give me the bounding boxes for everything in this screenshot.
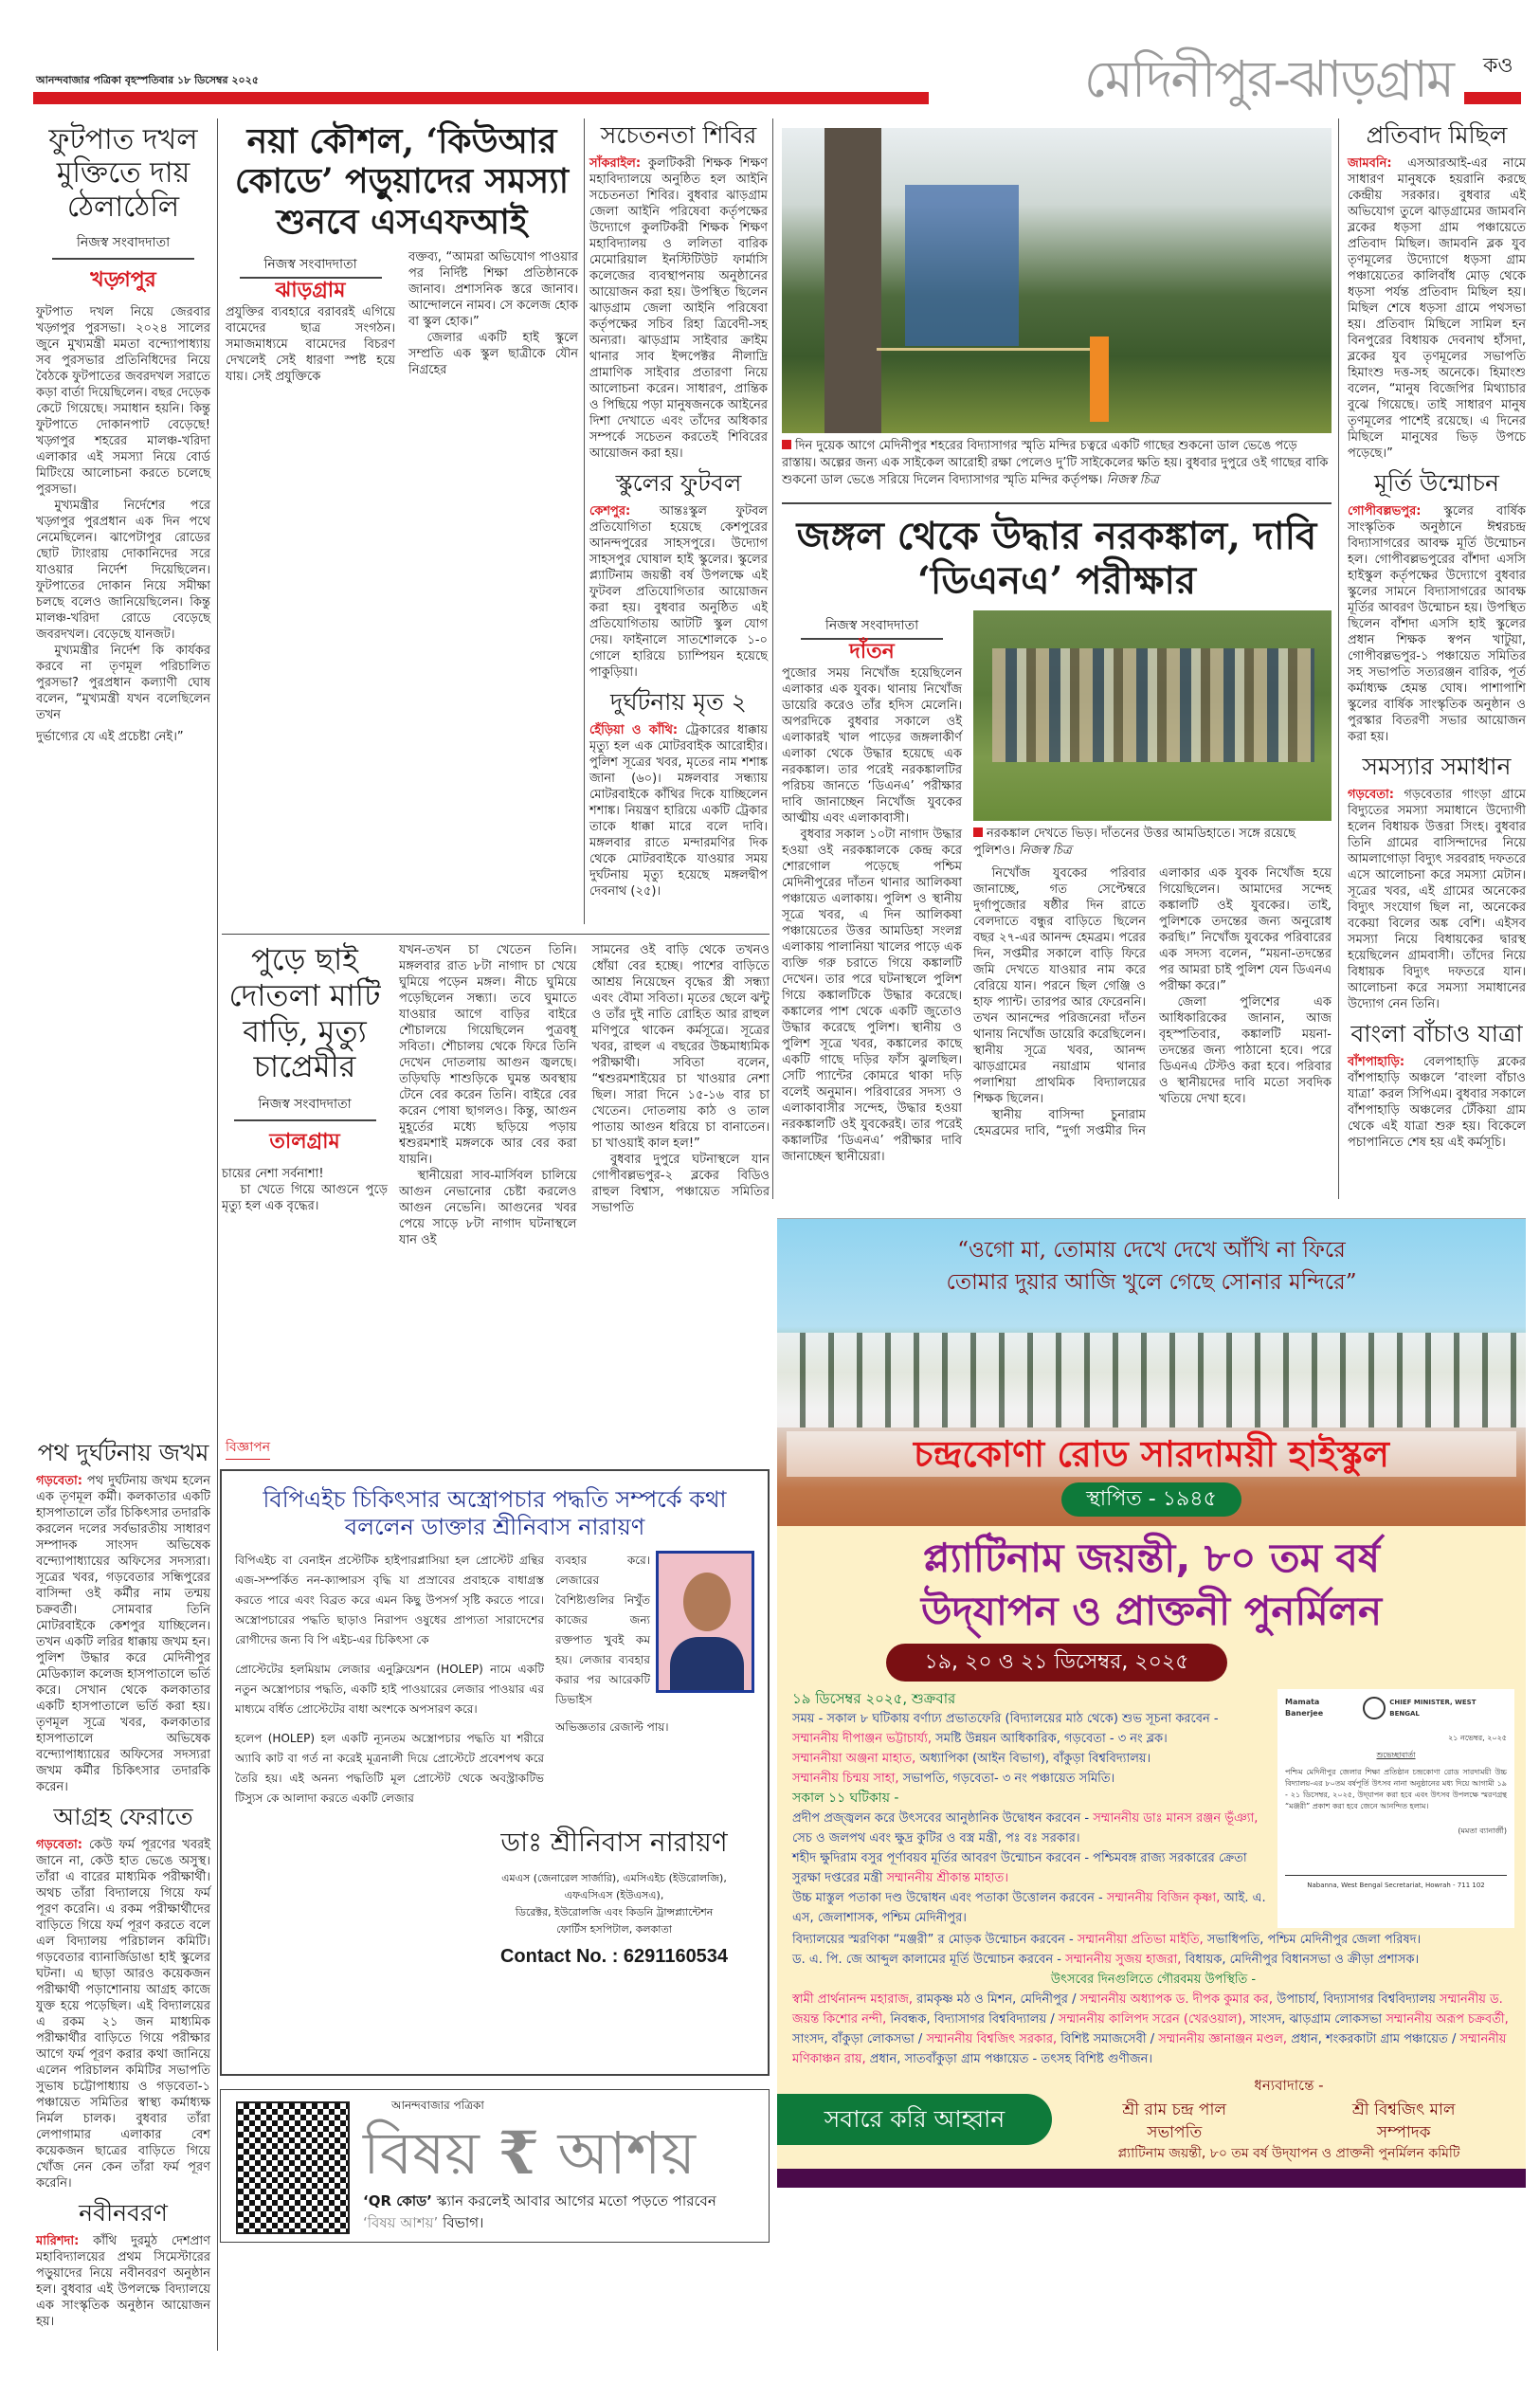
brief-text: বেলপাহাড়ি ব্লকের বাঁশপাহাড়ি অঞ্চলে ‘বাংলা বাঁচাও যাত্রা’ করল সিপিএম। বুধবার সকালে বাঁশপাহাড়ি অঞ্চলের টেঁকিয়া গ্রাম থেকে এই যাত্রা শুরু হয়। বিকেলে পচাপানিতে শেষ হয় এই কর্মসূচি। [1348, 1055, 1526, 1150]
skeleton-col1 [782, 610, 962, 1165]
tree-trunk [824, 128, 881, 433]
programme-line [792, 1729, 1266, 1749]
guest-role: নিবন্ধক, বিদ্যাসাগর বিশ্ববিদ্যালয় / [886, 2012, 1059, 2027]
brief-title: দুর্ঘটনায় মৃত ২ [610, 688, 747, 716]
masthead-red-bar-right [1464, 92, 1521, 104]
photo-tree-branch-removal [782, 128, 1332, 433]
brief-title: প্রতিবাদ মিছিল [1366, 121, 1508, 149]
building [905, 185, 1019, 346]
event-line [792, 1809, 1266, 1848]
invite-banner: সবারে করি আহ্বান [777, 2094, 1052, 2145]
signatory-role: সভাপতি [1147, 2123, 1203, 2142]
guest-name: সম্মাননীয় অরূপ চক্রবর্তী, [1386, 2012, 1509, 2027]
left-column [36, 123, 210, 2330]
signatory-role: সম্পাদক [1376, 2123, 1431, 2142]
event-line [792, 1848, 1266, 1888]
guest-name: সম্মাননীয় চিন্ময় সাহা, [792, 1772, 899, 1786]
qualification: ফোর্টিস হসপিটাল, কলকাতা [556, 1922, 672, 1936]
school-building [777, 1333, 1526, 1427]
brief-location: মারিশদা: [36, 2234, 80, 2248]
event: বিদ্যালয়ের স্মরণিকা “মঞ্জরী” র মোড়ক উন্মোচন করবেন - [792, 1933, 1078, 1947]
guest-role: প্রধান, সাতবাঁকুড়া গ্রাম পঞ্চায়েত - তৎসহ বিশিষ্ট গুণীজন। [865, 2052, 1153, 2066]
brief-title: নবীনবরণ [79, 2199, 168, 2227]
column-divider [584, 118, 585, 924]
brief-item [1348, 753, 1526, 1012]
letter-date: ২১ নভেম্বর, ২০২৫ [1448, 1734, 1507, 1742]
state-emblem-icon [1363, 1697, 1386, 1719]
quote [777, 1234, 1526, 1299]
guest-name: সম্মাননীয় ডাঃ মানস রঞ্জন ভূঁঞ্যা, [1093, 1811, 1259, 1826]
brief-title: স্কুলের ফুটবল [615, 469, 742, 497]
photo-caption [782, 438, 1332, 489]
briefs-mid [589, 114, 768, 900]
letter-footer: Nabanna, West Bengal Secretariat, Howrah - 711 102 [1285, 1875, 1507, 1891]
caption-text: নরকঙ্কাল দেখতে ভিড়। দাঁতনের উত্তর আমডিহাতে। সঙ্গে রয়েছে পুলিশও। [973, 827, 1295, 859]
byline: নিজস্ব সংবাদদাতা [801, 618, 943, 640]
guest-name: সম্মাননীয়া প্রতিভা মাইতি, [1077, 1933, 1204, 1947]
brief-text: কেউ ফর্ম পূরণের খবরই জানে না, কেউ হাত ভেঙে অসুস্থ। তাঁরা এ বারের মাধ্যমিক পরীক্ষার্থী। অথচ তাঁরা বিদ্যালয়ে গিয়ে ফর্ম পূরণ করেনি। এ রকম পরীক্ষার্থীদের বাড়িতে গিয়ে ফর্ম পূরণ করতে বলে এল বিদ্যালয় পরিচালন কমিটি। গড়বেতার ব্যানার্জিডাঙা হাই স্কুলের ঘটনা। এ ছাড়া আরও কয়েকজন পরীক্ষার্থী পড়াশোনায় আগ্রহ কাজে যুক্ত হয়ে পড়েছিল। এই বিদ্যালয়ের এ রকম ২১ জন মাধ্যমিক পরীক্ষার্থীর বাড়িতে গিয়ে পরীক্ষার আগে ফর্ম পূরণ করার কথা জানিয়ে এলেন পরিচালন কমিটির সভাপতি সুভাষ চট্টোপাধ্যায় ও গড়বেতা-১ পঞ্চায়েত সমিতির স্বাস্থ্য কর্মাধ্যক্ষ নির্মল চালক। বুধবার তাঁরা লেপাগামার এলাকার বেশ কয়েকজন ছাত্রের বাড়িতে গিয়ে খোঁজ নেন কেন তাঁরা ফর্ম পূরণ করেনি। [36, 1838, 210, 2191]
column-divider [772, 118, 773, 1199]
rupee-icon: ₹ [498, 2118, 539, 2188]
guest-role: সাংসদ, বাঁকুড়া লোকসভা / [792, 2032, 927, 2046]
quote-line: তোমার দুয়ার আজি খুলে গেছে সোনার মন্দিরে” [946, 1270, 1357, 1295]
brief-title: পথ দুর্ঘটনায় জখম [37, 1439, 209, 1466]
brief-text: পথ দুর্ঘটনায় জখম হলেন এক তৃণমূল কর্মী। কলকাতার একটি হাসপাতালে তাঁর চিকিৎসার তদারকি করলেন দলের সর্বভারতীয় সাধারণ সম্পাদক সাংসদ অভিষেক বন্দ্যোপাধ্যায়ের অফিসের সদস্যরা। সূত্রের খবর, গড়বেতার সন্ধিপুরের বাসিন্দা ওই কর্মীর নাম তন্ময় চক্রবর্তী। সোমবার তিনি মোটরবাইকে কেশপুর যাচ্ছিলেন। তখন একটি লরির ধাক্কায় জখম হন। পুলিশ উদ্ধার করে মেদিনীপুর মেডিক্যাল কলেজ হাসপাতালে ভর্তি করে। সেখান থেকে কলকাতার একটি হাসপাতালে ভর্তি করা হয়। তৃণমূল সূত্রে খবর, কলকাতার হাসপাতালে অভিষেক বন্দ্যোপাধ্যায়ের অফিসের সদস্যরা জখম কর্মীর চিকিৎসার তদারকি করেন। [36, 1474, 210, 1794]
brief-location: গোপীবল্লভপুর: [1348, 504, 1422, 518]
jubilee-title [777, 1532, 1526, 1638]
guest-name: সম্মাননীয় অধ্যাপক ড. দীপক কুমার কর, [1079, 1992, 1273, 2007]
paragraph: জেলার একটি হাই স্কুলে সম্প্রতি এক স্কুল ছাত্রীকে যৌন নিগ্রহের [408, 331, 578, 378]
article-fire-body [399, 942, 770, 1248]
ad-footer [777, 2075, 1526, 2163]
programme-wide [777, 1928, 1526, 2069]
brief-item [589, 688, 768, 900]
guest-name: সম্মাননীয় সুজয় হাজরা, [1065, 1953, 1182, 1967]
face [683, 1573, 731, 1631]
guest-role: উপাচার্য, বিদ্যাসাগর বিশ্ববিদ্যালয় [1272, 1992, 1440, 2007]
masthead-red-bar [33, 92, 929, 104]
paragraph: হলেপ (HOLEP) হল একটি ন্যূনতম অস্ত্রোপচার পদ্ধতি যা শরীরে অ্যাবি কাট বা গর্ত না করেই মূত্রনালী দিয়ে প্রোস্টেটে প্রবেশপথ করে তৈরি হয়। এই অনন্য পদ্ধতিটি মূল প্রোস্টেট থেকে অবস্ট্রাকটিভ টিস্যুস কে আলাদা করতে একটি লেজার [235, 1731, 544, 1805]
brief-text: গড়বেতার গাংড়া গ্রামে বিদ্যুতের সমস্যা সমাধানে উদ্যোগী হলেন বিধায়ক উত্তরা সিংহ। বুধবার তিনি গ্রামের বাসিন্দাদের নিয়ে আমলাগোড়া বিদ্যুৎ সরবরাহ দফতরে এসে আলোচনা করে সমস্যা মেটান। সূত্রের খবর, এই গ্রামের অনেকের বিদ্যুৎ সংযোগ ছিল না, অনেকের বকেয়া বিলের অঙ্ক বেশি। এইসব সমস্যা নিয়ে বিধায়কের দ্বারস্থ হয়েছিলেন গ্রামবাসী। তাঁদের নিয়ে বিধায়ক বিদ্যুৎ দফতরে যান। আলোচনা করে সমস্যা সমাধানের উদ্যোগ নেন তিনি। [1348, 788, 1526, 1011]
guest-name: সম্মাননীয় বিজিন কৃষ্ণা, [1106, 1891, 1221, 1905]
brief-text: এসআরআই-এর নামে সাধারণ মানুষকে হয়রানি করছে কেন্দ্রীয় সরকার। বুধবার এই অভিযোগ তুলে ঝাড়গ্রামের জামবনি ব্লকের ধড়সা গ্রাম পঞ্চায়েতে প্রতিবাদ মিছিল। জামবনি ব্লক যুব তৃণমূলের উদ্যোগে ধড়সা গ্রাম পঞ্চায়েতের কালিবাঁধ মোড় থেকে ধড়সা পর্যন্ত প্রতিবাদ মিছিল হয়। মিছিল শেষে ধড়সা গ্রামে পথসভা হয়। প্রতিবাদ মিছিলে সামিল হন বিনপুরের বিধায়ক দেবনাথ হাঁসদা, ব্লকের যুব তৃণমূলের সভাপতি হিমাংশু দত্ত-সহ অনেকে। হিমাংশু বলেন, “মানুষ বিজেপির মিথ্যাচার বুঝে গিয়েছে। তাই সাধারণ মানুষ তৃণমূলের পাশেই রয়েছে। এ দিনের মিছিলে মানুষের ভিড় উপচে পড়েছে।” [1348, 156, 1526, 461]
brief-text: কাঁথি দুরমুঠ দেশপ্রাণ মহাবিদ্যালয়ের প্রথম সিমেস্টারের পড়ুয়াদের নিয়ে নবীনবরণ অনুষ্ঠান হল। বুধবার এই উপলক্ষে বিদ্যালয়ে এক সাংস্কৃতিক অনুষ্ঠান আয়োজন হয়। [36, 2234, 211, 2329]
event: প্রদীপ প্রজ্জ্বলন করে উৎসবের আনুষ্ঠানিক উদ্বোধন করবেন - [792, 1811, 1094, 1826]
signatory-name: শ্রী বিশ্বজিৎ মাল [1351, 2100, 1456, 2119]
ads-left [220, 1436, 770, 2243]
programme [792, 1689, 1266, 1928]
brief-location: গড়বেতা: [36, 1838, 82, 1852]
guest-role: অধ্যাপিকা (আইন বিভাগ), বাঁকুড়া বিশ্ববিদ্যালয়। [915, 1752, 1151, 1766]
guest-role: রামকৃষ্ণ মঠ ও মিশন, মেদিনীপুর / [913, 1992, 1080, 2007]
brief-location: হেঁড়িয়া ও কাঁথি: [589, 723, 679, 737]
qualification: এফএসিএস (ইউএসএ), [564, 1888, 664, 1901]
brief-location: গড়বেতা: [36, 1474, 82, 1488]
paragraph: পুজোর সময় নিখোঁজ হয়েছিলেন এলাকার এক যুবক। থানায় নিখোঁজ ডায়েরি করেও তাঁর হদিস মেলেনি। অপরদিকে বুধবার সকালে ওই এলাকারই খাল পাড়ের জঙ্গলাকীর্ণ এলাকা থেকে উদ্ধার হয়েছে এক নরকঙ্কাল। তার পরেই নরকঙ্কালটির পরিচয় জানতে ‘ডিএনএ’ পরীক্ষার দাবি জানাচ্ছেন নিখোঁজ যুবকের আত্মীয় এবং এলাকাবাসী। [782, 666, 962, 827]
brief-item [36, 2199, 210, 2330]
qualification: ডিরেক্টর, ইউরোলজি এবং কিডনি ট্রান্সপ্ল্যান্টেশন [515, 1905, 714, 1918]
paragraph: বুধবার দুপুরে ঘটনাস্থলে যান গোপীবল্লভপুর-২ ব্লকের বিডিও রাহুল বিশ্বাস, পঞ্চায়েত সমিতির সভাপতি [591, 1153, 770, 1215]
byline: নিজস্ব সংবাদদাতা [234, 1093, 376, 1121]
day-heading: ১৯ ডিসেম্বর ২০২৫, শুক্রবার [792, 1690, 956, 1707]
headline: পুড়ে ছাই দোতলা মাটি বাড়ি, মৃত্যু চাপ্রেমীর [228, 941, 381, 1085]
brief-title: বাংলা বাঁচাও যাত্রা [1350, 1020, 1523, 1047]
guest-name: সম্মাননীয় বিশ্বজিৎ সরকার, [926, 2032, 1058, 2046]
dateline-place: দাঁতন [849, 640, 895, 664]
headline: নয়া কৌশল, ‘কিউআর কোডে’ পড়ুয়াদের সমস্যা শুনবে এসএফআই [234, 121, 570, 242]
event: ড. এ. পি. জে আব্দুল কালামের মূর্তি উন্মোচন করবেন - [792, 1953, 1066, 1967]
committee-name: প্ল্যাটিনাম জয়ন্তী, ৮০ তম বর্ষ উদ্‌যাপন ও প্রাক্তনী পুনর্মিলন কমিটি [1117, 2146, 1460, 2161]
brief-title: সচেতনতা শিবির [600, 121, 757, 149]
signatory-secretary [1352, 2099, 1456, 2144]
guest-name: সম্মাননীয় কালিপদ সরেন (খেরওয়াল), [1058, 2012, 1246, 2027]
paragraph: বুধবার সকাল ১০টা নাগাদ উদ্ধার হওয়া ওই নরকঙ্কালকে কেন্দ্র করে শোরগোল পড়েছে পশ্চিম মেদিনীপুরের দাঁতন থানার আলিকষা পঞ্চায়েত এলাকায়। পুলিশ ও স্থানীয় সূত্রে খবর, এ দিন আলিকষা পঞ্চায়েতের উত্তর আমডিহা সংলগ্ন এলাকায় পালানিয়া খালের পাড়ে এক ব্যক্তি গরু চরাতে গিয়ে কঙ্কালটি দেখেন। তার পরে ঘটনাস্থলে পুলিশ গিয়ে কঙ্কালটিকে উদ্ধার করেছে। কঙ্কালের পাশ থেকে একটি জুতোও উদ্ধার করেছে পুলিশ। স্থানীয় ও পুলিশ সূত্রে খবর, কঙ্কালের কাছে একটি গাছে দড়ির ফাঁস ঝুলছিল। সেটি প্যান্টের কোমরে থাকা দড়ি বলেই অনুমান। পরিবারের সদস্য ও এলাকাবাসীর সন্দেহ, উদ্ধার হওয়া নরকঙ্কালটি ওই যুবকেরই। তার পরেই কঙ্কালটির ‘ডিএনএ’ পরীক্ষার দাবি জানাচ্ছেন স্থানীয়েরা। [782, 827, 962, 1165]
brief-item [36, 1803, 210, 2191]
paragraph: মুখ্যমন্ত্রীর নির্দেশ কি কার্যকর করবে না তৃণমূল পরিচালিত পুরসভা? পুরপ্রধান কল্যাণী ঘোষ বলেন, “মুখ্যমন্ত্রী যখন বলেছিলেন তখন [36, 644, 210, 723]
guest-role: বিশিষ্ট সমাজসেবী / [1057, 2032, 1159, 2046]
qr-code[interactable] [236, 2101, 350, 2234]
briefs-right [1348, 114, 1526, 1151]
dateline-place: ঝাড়গ্রাম [275, 279, 346, 303]
doctor-photo [656, 1551, 754, 1693]
brief-item [1348, 121, 1526, 462]
doctor-details [472, 1822, 756, 1968]
event: উচ্চ মাস্তুল পতাকা দণ্ড উদ্বোধন এবং পতাকা উত্তোলন করবেন - [792, 1891, 1107, 1905]
brief-title: সমস্যার সমাধান [1362, 753, 1512, 780]
title-line: উদ্‌যাপন ও প্রাক্তনী পুনর্মিলন [920, 1588, 1383, 1634]
cm-letter [1277, 1689, 1514, 1928]
paragraph: মুখ্যমন্ত্রীর নির্দেশের পরে খড়্গপুর পুরপ্রধান এক দিন পথে নেমেছিলেন। ঝাপেটাপুর রোডের ছোট ট্যাংরায় দোকানিদের সরে যাওয়ার নির্দেশ দিয়েছিলেন। ফুটপাতের দোকান নিয়ে সমীক্ষা চলছে বলেও জানিয়েছিলেন। কিন্তু মালঞ্চ-খরিদা রোডে বেড়েছে জবরদখল। বেড়েছে যানজট। [36, 499, 210, 643]
section-title: মেদিনীপুর-ঝাড়গ্রাম [1083, 49, 1453, 109]
brief-item [1348, 469, 1526, 745]
photo-credit: নিজস্ব চিত্র [1019, 844, 1072, 859]
paragraph: সামনের ওই বাড়ি থেকে তখনও ধোঁয়া বের হচ্ছে। পাশের বাড়িতে আশ্রয় নিয়েছেন বৃদ্ধের স্ত্রী সন্ধ্যা এবং বৌমা সবিতা। মৃতের ছেলে ঝন্টু ও তাঁর দুই নাতি রোহিত আর রাহুল মণিপুরে থাকেন কর্মসূত্রে। সূত্রের খবর, রাহুল এ বছরের উচ্চমাধ্যমিক পরীক্ষার্থী। সবিতা বলেন, “শ্বশুরমশাইয়ের চা খাওয়ার নেশা ছিল। সারা দিনে ১৫-১৬ বার চা খেতেন। দোতলায় কাঠ ও তাল পাতায় আগুন ধরিয়ে চা বানাতেন। চা খাওয়াই কাল হল!” [591, 943, 770, 1151]
text: বিভাগ। [438, 2214, 484, 2231]
headline: জঙ্গল থেকে উদ্ধার নরকঙ্কাল, দাবি ‘ডিএনএ’ পরীক্ষার [796, 514, 1317, 604]
photo-crowd-skeleton [973, 610, 1332, 821]
guest-role: সেচ ও জলপথ এবং ক্ষুদ্র কুটির ও বস্ত্র মন্ত্রী, পঃ বঃ সরকার। [792, 1831, 1080, 1846]
paragraph: বক্তব্য, “আমরা অভিযোগ পাওয়ার পর নির্দিষ্ট শিক্ষা প্রতিষ্ঠানকে জানাব। প্রশাসনিক স্তরে জানাব। আন্দোলনে নামব। সে কলেজ হোক বা স্কুল হোক।” [408, 250, 578, 330]
programme-line [792, 1749, 1266, 1769]
school-jubilee-ad [777, 1218, 1526, 2188]
school-name: চন্দ্রকোণা রোড সারদাময়ী হাইস্কুল [787, 1431, 1516, 1477]
brief-location: কেশপুর: [589, 504, 631, 518]
brief-title: মূর্তি উন্মোচন [1374, 469, 1499, 497]
signatory-president [1122, 2099, 1226, 2144]
brief-location: গড়বেতা: [1348, 788, 1394, 802]
event-line [792, 1888, 1266, 1928]
paragraph: চা খেতে গিয়ে আগুনে পুড়ে মৃত্যু হল এক বৃদ্ধের। [222, 1183, 388, 1213]
brief-text: কুলটিকরী শিক্ষক শিক্ষণ মহাবিদ্যালয়ে অনুষ্ঠিত হল আইনি সচেতনতা শিবির। বুধবার ঝাড়গ্রাম জেলা আইনি পরিষেবা কর্তৃপক্ষের উদ্যোগে কুলটিকরী শিক্ষক শিক্ষণ মহাবিদ্যালয় ও ললিতা বারিক মেমোরিয়াল ইনস্টিটিউট ফার্মাসি কলেজের ব্যবস্থাপনায় অনুষ্ঠানের আয়োজন করা হয়। উপস্থিত ছিলেন ঝাড়গ্রাম জেলা আইনি পরিষেবা কর্তৃপক্ষের সচিব রিহা ত্রিবেদী-সহ অন্যরা। ঝাড়গ্রাম সাইবার ক্রাইম থানার সাব ইন্সপেক্টর নীলাদ্রি প্রামাণিক সাইবার প্রতারণা নিয়ে আলোচনা করেন। সাধারণ, প্রান্তিক ও পিছিয়ে পড়া মানুষজনকে আইনের দিশা দেখাতে এবং তাঁদের অধিকার সম্পর্কে সচেতন করতেই শিবিরের আয়োজন করা হয়। [589, 156, 768, 461]
skeleton-right [973, 610, 1332, 1165]
caption-text: দিন দুয়েক আগে মেদিনীপুর শহরের বিদ্যাসাগর স্মৃতি মন্দির চত্বরে একটি গাছের শুকনো ডাল ভেঙে পড়ে রাস্তায়। অল্পের জন্য এক সাইকেল আরোহী রক্ষা পেলেও দু’টি সাইকেলের ক্ষতি হয়। বুধবার দুপুরে ওই গাছের বাকি শুকনো ডাল ভেঙে সরিয়ে দিলেন বিদ্যাসাগর স্মৃতি মন্দির কর্তৃপক্ষ। [782, 439, 1329, 487]
article-fire [222, 934, 770, 1248]
guest-name: সম্মাননীয়া অঞ্জনা মাহাত, [792, 1752, 916, 1766]
logo-text: বিষয় [363, 2118, 480, 2188]
kicker: চায়ের নেশা সর্বনাশা! [222, 1167, 324, 1181]
qr-ad [220, 2089, 770, 2243]
byline: নিজস্ব সংবাদদাতা [52, 231, 194, 260]
ad-tag: বিজ্ঞাপন [226, 1436, 270, 1460]
doctor-ad [220, 1469, 770, 2076]
guest-role: আই. এ. এস, জেলাশাসক, পশ্চিম মেদিনীপুর। [792, 1891, 1266, 1925]
text: স্ক্যান করলেই আবার আগের মতো পড়তে পারবেন [431, 2192, 716, 2209]
paragraph: স্থানীয় বাসিন্দা চুনারাম হেমব্রমের দাবি, “দুর্গা সপ্তমীর দিন এলাকার এক যুবক নিখোঁজ হয়ে গিয়েছিলেন। আমাদের সন্দেহ কঙ্কালটি ওই যুবকের। তাই, পুলিশকে তদন্তের জন্য অনুরোধ করছি।” নিখোঁজ যুবকের পরিবারের এক সদস্য বলেন, “ময়না-তদন্তের পর আমরা চাই পুলিশ যেন ডিএনএ পরীক্ষা করে।” [973, 866, 1332, 1139]
letter-heading: শুভেচ্ছাবার্তা [1376, 1751, 1416, 1759]
letter-signoff: (মমতা ব্যানার্জী) [1458, 1827, 1507, 1835]
brief-text: আন্তঃস্কুল ফুটবল প্রতিযোগিতা হয়েছে কেশপুরের আনন্দপুরের সাহসপুরে। উদ্যোগ সাহসপুর ঘোষাল হাই স্কুলের। স্কুলের প্ল্যাটিনাম জয়ন্তী বর্ষ উপলক্ষে এই ফুটবল প্রতিযোগিতার আয়োজন করা হয়। বুধবার অনুষ্ঠিত এই প্রতিযোগিতায় আটটি স্কুল যোগ দেয়। ফাইনালে সাতশোলকে ১-০ গোলে হারিয়ে চ্যাম্পিয়ন হয়েছে পাকুড়িয়া। [589, 504, 768, 680]
contact-number: Contact No. : 6291160534 [499, 1945, 729, 1967]
paragraph: নিখোঁজ যুবকের পরিবার জানাচ্ছে, গত সেপ্টেম্বরে দুর্গাপুজোর ষষ্ঠীর দিন রাতে বেলদাতে বন্ধুর বাড়িতে ছিলেন বছর ২৭-এর আনন্দ হেমব্রম। পরের দিন, সপ্তমীর সকালে বাড়ি ফিরে জমি দেখতে যাওয়ার নাম করে বেরিয়ে যান। পরনে ছিল গেঞ্জি ও হাফ প্যান্ট। তারপর আর ফেরেননি। তখন আনন্দের পরিজনেরা দাঁতন থানায় নিখোঁজ ডায়েরি করেছিলেন। স্থানীয় সূত্রে খবর, আনন্দ ঝাড়গ্রামের নয়াগ্রাম থানার পলাশিয়া প্রাথমিক বিদ্যালয়ের শিক্ষক ছিলেন। [973, 866, 1146, 1107]
signatory-name: শ্রী রাম চন্দ্র পাল [1122, 2100, 1227, 2119]
guest-name: স্বামী প্রার্থনানন্দ মহারাজ, [792, 1992, 913, 2007]
time-heading: সকাল ১১ ঘটিকায় - [792, 1791, 899, 1806]
guest-list [792, 1990, 1514, 2069]
paragraph: জেলা পুলিশের এক আধিকারিকের জানান, আজ বৃহস্পতিবার, কঙ্কালটি ময়না-তদন্তের জন্য পাঠানো হবে। পরে ডিএনএ টেস্টও করা হবে। পরিবার ও স্থানীয়দের দাবি মতো সবদিক খতিয়ে দেখা হবে। [1159, 995, 1332, 1107]
article-sfi [226, 121, 578, 385]
event-dates: ১৯, ২০ ও ২১ ডিসেম্বর, ২০২৫ [886, 1644, 1227, 1682]
feature-logo [363, 2117, 753, 2191]
photo-caption [973, 826, 1332, 860]
guest-name: সম্মাননীয় দীপাঞ্জন ভট্টাচার্য্য, [792, 1732, 933, 1746]
paragraph: স্থানীয়েরা সাব-মার্সিবল চালিয়ে আগুন নেভানোর চেষ্টা করলেও আগুন নেভেনি। আগুনের খবর পেয়ে সাড়ে ৮টা নাগাদ ঘটনাস্থলে যান ওই [399, 1169, 577, 1247]
quote-line: “ওগো মা, তোমায় দেখে দেখে আঁখি না ফিরে [957, 1238, 1346, 1263]
article-body [36, 304, 210, 745]
masthead-date: আনন্দবাজার পত্রিকা বৃহস্পতিবার ১৮ ডিসেম্বর ২০২৫ [36, 74, 259, 86]
dateline-place: তালগ্রাম [269, 1130, 340, 1154]
publisher-name: আনন্দবাজার পত্রিকা [391, 2099, 484, 2112]
paragraph: দুর্ভাগ্যের যে এই প্রচেষ্টা নেই।” [36, 730, 184, 745]
letter-body: পশ্চিম মেদিনীপুর জেলার শিক্ষা প্রতিষ্ঠান চন্দ্রকোণা রোড সারদাময়ী উচ্চ বিদ্যালয়-এর ৮০তম বর্ষপূর্তি উৎসব নানা অনুষ্ঠানের মধ্য দিয়ে আগামী ১৯ - ২১ ডিসেম্বর, ২০২৫, উদ্‌যাপন করা হবে এবং উৎসব উপলক্ষে স্মরণগ্রন্থ “মঞ্জরী” প্রকাশ করা হবে জেনে আনন্দিত হলাম। [1285, 1768, 1507, 1810]
programme-line [792, 1769, 1266, 1789]
page-number: কও [1483, 54, 1513, 78]
ad-body [235, 1551, 544, 1809]
letter-sender: Mamata Banerjee [1285, 1698, 1324, 1718]
event: শহীদ ক্ষুদিরাম বসুর পূর্ণাবয়ব মূর্তির আবরণ উন্মোচন করবেন - পশ্চিমবঙ্গ রাজ্য সরকারের ক্রেতা সুরক্ষা দপ্তরের মন্ত্রী [792, 1851, 1247, 1885]
signatures [1052, 2075, 1526, 2163]
brief-item [589, 469, 768, 681]
brief-item [589, 121, 768, 462]
guest-role: সমষ্টি উন্নয়ন আধিকারিক, গড়বেতা - ৩ নং ব্লক। [932, 1732, 1168, 1746]
crowd [992, 648, 1314, 762]
article-fire-head [222, 942, 388, 1248]
ad-bottom-bar [777, 2169, 1526, 2188]
byline: নিজস্ব সংবাদদাতা [240, 257, 382, 279]
caption-marker [973, 827, 983, 837]
qr-ad-text [363, 2191, 753, 2234]
guest-name: সম্মাননীয় মণিকাঞ্চন রায়, [792, 2032, 1507, 2066]
guest-name: সম্মাননীয় শ্রীকান্ত মাহাত। [886, 1871, 1008, 1885]
guest-role: বিধায়ক, মেদিনীপুর বিধানসভা ও ক্রীড়া প্রশাসক। [1181, 1953, 1420, 1967]
established-badge: স্থাপিত - ১৯৪৫ [1061, 1482, 1241, 1517]
doctor-name: ডাঃ শ্রীনিবাস নারায়ণ [500, 1826, 728, 1858]
school-photo [777, 1219, 1526, 1526]
worker [1090, 336, 1109, 422]
column-divider [217, 118, 218, 2351]
suit [670, 1637, 744, 1690]
guests-heading: উৎসবের দিনগুলিতে গৌরবময় উপস্থিতি - [1050, 1973, 1257, 1987]
caption-marker [782, 440, 791, 449]
title-line: প্ল্যাটিনাম জয়ন্তী, ৮০ তম বর্ষ [922, 1535, 1381, 1581]
ad-side [555, 1551, 754, 1809]
briefs-left [36, 1439, 210, 2330]
brief-location: সাঁকরাইল: [589, 156, 642, 171]
brief-title: আগ্রহ ফেরাতে [53, 1803, 193, 1830]
headline: ফুটপাত দখল মুক্তিতে দায় ঠেলাঠেলি [48, 123, 198, 224]
brief-text: স্কুলের বার্ষিক সাংস্কৃতিক অনুষ্ঠানে ঈশ্বরচন্দ্র বিদ্যাসাগরের আবক্ষ মূর্তি উন্মোচন হল। গোপীবল্লভপুরের বাঁশদা এসসি হাইস্কুল কর্তৃপক্ষের উদ্যোগে বুধবার স্কুলের সামনে বিদ্যাসাগরের আবক্ষ মূর্তির আবরণ উন্মোচন হয়। উপস্থিত ছিলেন বাঁশদা এসসি হাই স্কুলের প্রধান শিক্ষক স্বপন খাটুয়া, গোপীবল্লভপুর-১ পঞ্চায়েত সমিতির সহ সভাপতি সত্যরঞ্জন বারিক, পূর্ত কর্মাধ্যক্ষ হেমন্ত ঘোষ। পাশাপাশি স্কুলের বার্ষিক সাংস্কৃতিক অনুষ্ঠান ও পুরস্কার বিতরণী সভার আয়োজন করা হয়। [1348, 504, 1526, 744]
guest-name: সম্মাননীয় জ্ঞানাঞ্জন মণ্ডল, [1158, 2032, 1288, 2046]
dateline-place: খড়্গপুর [90, 268, 156, 293]
letter-title: CHIEF MINISTER, WEST BENGAL [1389, 1699, 1477, 1718]
column-divider [1338, 118, 1339, 1199]
feature-name: ‘বিষয় আশয়’ [363, 2214, 439, 2231]
brief-item [1348, 1020, 1526, 1151]
ad-side-text: ব্যবহার করে। লেজারের বৈশিষ্ট্যগুলির নিখুঁত কাজের জন্য রক্তপাত খুবই কম হয়। লেজার ব্যবহার করার পর আরেকটি ডিভাইস [555, 1553, 650, 1706]
logo-text: আশয় [557, 2118, 697, 2188]
guest-role: সভাধিপতি, পশ্চিম মেদিনীপুর জেলা পরিষদ। [1203, 1933, 1422, 1947]
programme-line: সময় - সকাল ৮ ঘটিকায় বর্ণাঢ্য প্রভাতফেরি (বিদ্যালয়ের মাঠ থেকে) শুভ সূচনা করবেন - [792, 1712, 1219, 1726]
guest-role: সভাপতি, গড়বেতা- ৩ নং পঞ্চায়েত সমিতি। [898, 1772, 1115, 1786]
photo-credit: নিজস্ব চিত্র [1106, 473, 1159, 487]
paragraph: ফুটপাত দখল নিয়ে জেরবার খড়্গপুর পুরসভা। ২০২৪ সালের জুনে মুখ্যমন্ত্রী মমতা বন্দ্যোপাধ্যায় সব পুরসভার প্রতিনিধিদের নিয়ে বৈঠকে ফুটপাতের জবরদখল সরাতে কড়া বার্তা দিয়েছিলেন। বছর দেড়েক কেটে গিয়েছে। সমাধান হয়নি। কিন্তু ফুটপাতে দোকানপাট বেড়েছে! খড়্গপুর শহরের মালঞ্চ-খরিদা এলাকার এই সমস্যা নিয়ে বোর্ড মিটিংয়ে আলোচনা করতে চলেছে পুরসভা। [36, 305, 210, 498]
event-line [792, 1950, 1514, 1970]
brief-text: ট্রেকারের ধাক্কায় মৃত্যু হল এক মোটরবাইক আরোহীর। পুলিশ সূত্রের খবর, মৃতের নাম শশাঙ্ক জানা (৬০)। মঙ্গলবার সন্ধ্যায় মোটরবাইকে কাঁথির দিকে যাচ্ছিলেন শশাঙ্ক। নিয়ন্ত্রণ হারিয়ে একটি ট্রেকার তাকে ধাক্কা মারে বলে দাবি। মঙ্গলবার রাতে মন্দারমণির দিক থেকে মোটরবাইকে যাওয়ার সময় দুর্ঘটনায় মৃত্যু হয়েছে মঙ্গলদ্বীপ দেবনাথ (২৫)। [589, 723, 768, 899]
guest-role: সাংসদ, ঝাড়গ্রাম লোকসভা [1245, 2012, 1386, 2027]
paragraph: প্রোস্টেটের হলমিয়াম লেজার এনুক্লিয়েশন (HOLEP) নামে একটি নতুন অস্ত্রোপচার পদ্ধতি, একটি হাই পাওয়ারের লেজার পাওয়ার এর মাধ্যমে বর্ধিত প্রোস্টেটের বাধা অংশকে অপসারণ করে। [235, 1662, 544, 1716]
qualification: এমএস (জেনারেল সার্জারি), এমসিএইচ (ইউরোলজি), [501, 1871, 727, 1884]
thanks-line: ধন্যবাদান্তে - [1254, 2077, 1324, 2094]
event-line [792, 1930, 1514, 1950]
brief-location: বাঁশপাহাড়ি: [1348, 1055, 1405, 1069]
paragraph: বিপিএইচ বা বেনাইন প্রস্টেটিক হাইপারপ্লাসিয়া হল প্রোস্টেট গ্রন্থির এজ-সম্পর্কিত নন-ক্যান্সারস বৃদ্ধি যা প্রস্রাবের প্রবাহকে বাধাগ্রস্ত করতে পারে এবং বিব্রত করে এমন কিছু উপসর্গ সৃষ্টি করতে পারে। অস্ত্রোপচারের পদ্ধতি ছাড়াও নিরাপদ ওষুধের প্রাপ্যতা সারাদেশের রোগীদের জন্য বি পি এইচ-এর চিকিৎসা কে [235, 1553, 544, 1646]
guest-name: সম্মাননীয় ড. জয়ন্ত কিশোর নন্দী, [792, 1992, 1503, 2027]
skeleton-cols [973, 865, 1332, 1139]
paragraph: প্রযুক্তির ব্যবহারে বরাবরই এগিয়ে বামেদের ছাত্র সংগঠন। সমাজমাধ্যমে বামেদের বিচরণ দেখলেই সেই ধারণা স্পষ্ট হয়ে যায়। সেই প্রযুক্তিকে [226, 305, 395, 385]
brief-item [36, 1439, 210, 1795]
paragraph: যখন-তখন চা খেতেন তিনি। মঙ্গলবার রাত ৮টা নাগাদ চা খেয়ে ঘুমিয়ে পড়েন মঙ্গল। নীচে ঘুমিয়ে পড়েছিলেন সন্ধ্যা। তবে ঘুমাতে যাওয়ার আগে বাড়ির বাইরে শৌচালয়ে গিয়েছিলেন পুত্রবধূ সবিতা। শৌচালয় থেকে ফিরে তিনি দেখেন দোতলায় আগুন জ্বলছে। তড়িঘড়ি শাশুড়িকে ঘুমন্ত অবস্থায় টেনে বের করেন তিনি। বাইরে বের করেন পোষা ছাগলও। কিন্তু, আগুন মুহূর্তের মধ্যে ছড়িয়ে পড়ায় শ্বশুরমশাই মঙ্গলকে আর বের করা যায়নি। [399, 943, 577, 1167]
ad-side-end: অভিজ্ঞতার রেজাল্ট পায়। [555, 1719, 669, 1734]
qr-label: ‘QR কোড’ [363, 2192, 432, 2209]
ad-headline: বিপিএইচ চিকিৎসার অস্ত্রোপচার পদ্ধতি সম্পর্কে কথা বললেন ডাক্তার শ্রীনিবাস নারায়ণ [263, 1486, 727, 1540]
article-footpath [36, 123, 210, 1431]
guest-role: প্রধান, শংকরকাটা গ্রাম পঞ্চায়েত / [1287, 2032, 1460, 2046]
rope [877, 348, 1095, 351]
brief-location: জামবনি: [1348, 156, 1392, 171]
article-skeleton [782, 502, 1332, 1165]
